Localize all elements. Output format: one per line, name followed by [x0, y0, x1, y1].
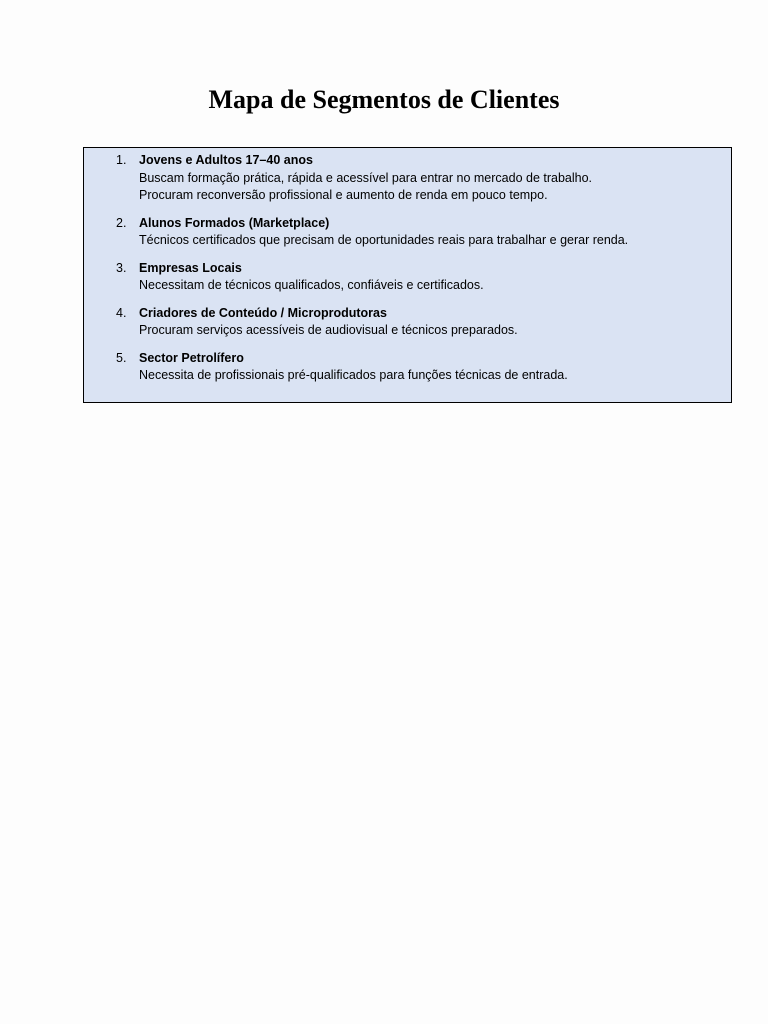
page-title: Mapa de Segmentos de Clientes — [208, 85, 560, 114]
segment-title: Empresas Locais — [139, 260, 242, 275]
segment-description: Necessitam de técnicos qualificados, confiáveis e certificados. — [139, 278, 484, 292]
segment-title: Sector Petrolífero — [139, 350, 244, 365]
segment-number: 4. — [116, 305, 127, 320]
segment-title: Jovens e Adultos 17–40 anos — [139, 153, 313, 167]
segment-title: Criadores de Conteúdo / Microprodutoras — [139, 305, 387, 320]
segment-description: Procuram serviços acessíveis de audiovisual e técnicos preparados. — [139, 323, 518, 337]
segment-item-youth-adults — [84, 152, 731, 205]
segment-description: Técnicos certificados que precisam de oportunidades reais para trabalhar e gerar renda. — [139, 233, 629, 247]
segment-description: Procuram reconversão profissional e aumento de renda em pouco tempo. — [139, 188, 548, 202]
segment-item-content-creators — [84, 305, 731, 340]
segment-title: Alunos Formados (Marketplace) — [139, 215, 330, 230]
customer-segments-list — [84, 152, 731, 395]
segment-number: 5. — [116, 350, 127, 365]
customer-segments-box — [83, 147, 732, 403]
segment-item-graduates-marketplace — [84, 215, 731, 250]
segment-number: 1. — [116, 153, 127, 167]
segment-item-local-companies — [84, 260, 731, 295]
segment-description: Buscam formação prática, rápida e acessível para entrar no mercado de trabalho. — [139, 170, 593, 185]
segment-number: 3. — [116, 260, 127, 275]
segment-description: Necessita de profissionais pré-qualificados para funções técnicas de entrada. — [139, 368, 568, 382]
segment-number: 2. — [116, 215, 127, 230]
segment-item-oil-sector — [84, 350, 731, 385]
